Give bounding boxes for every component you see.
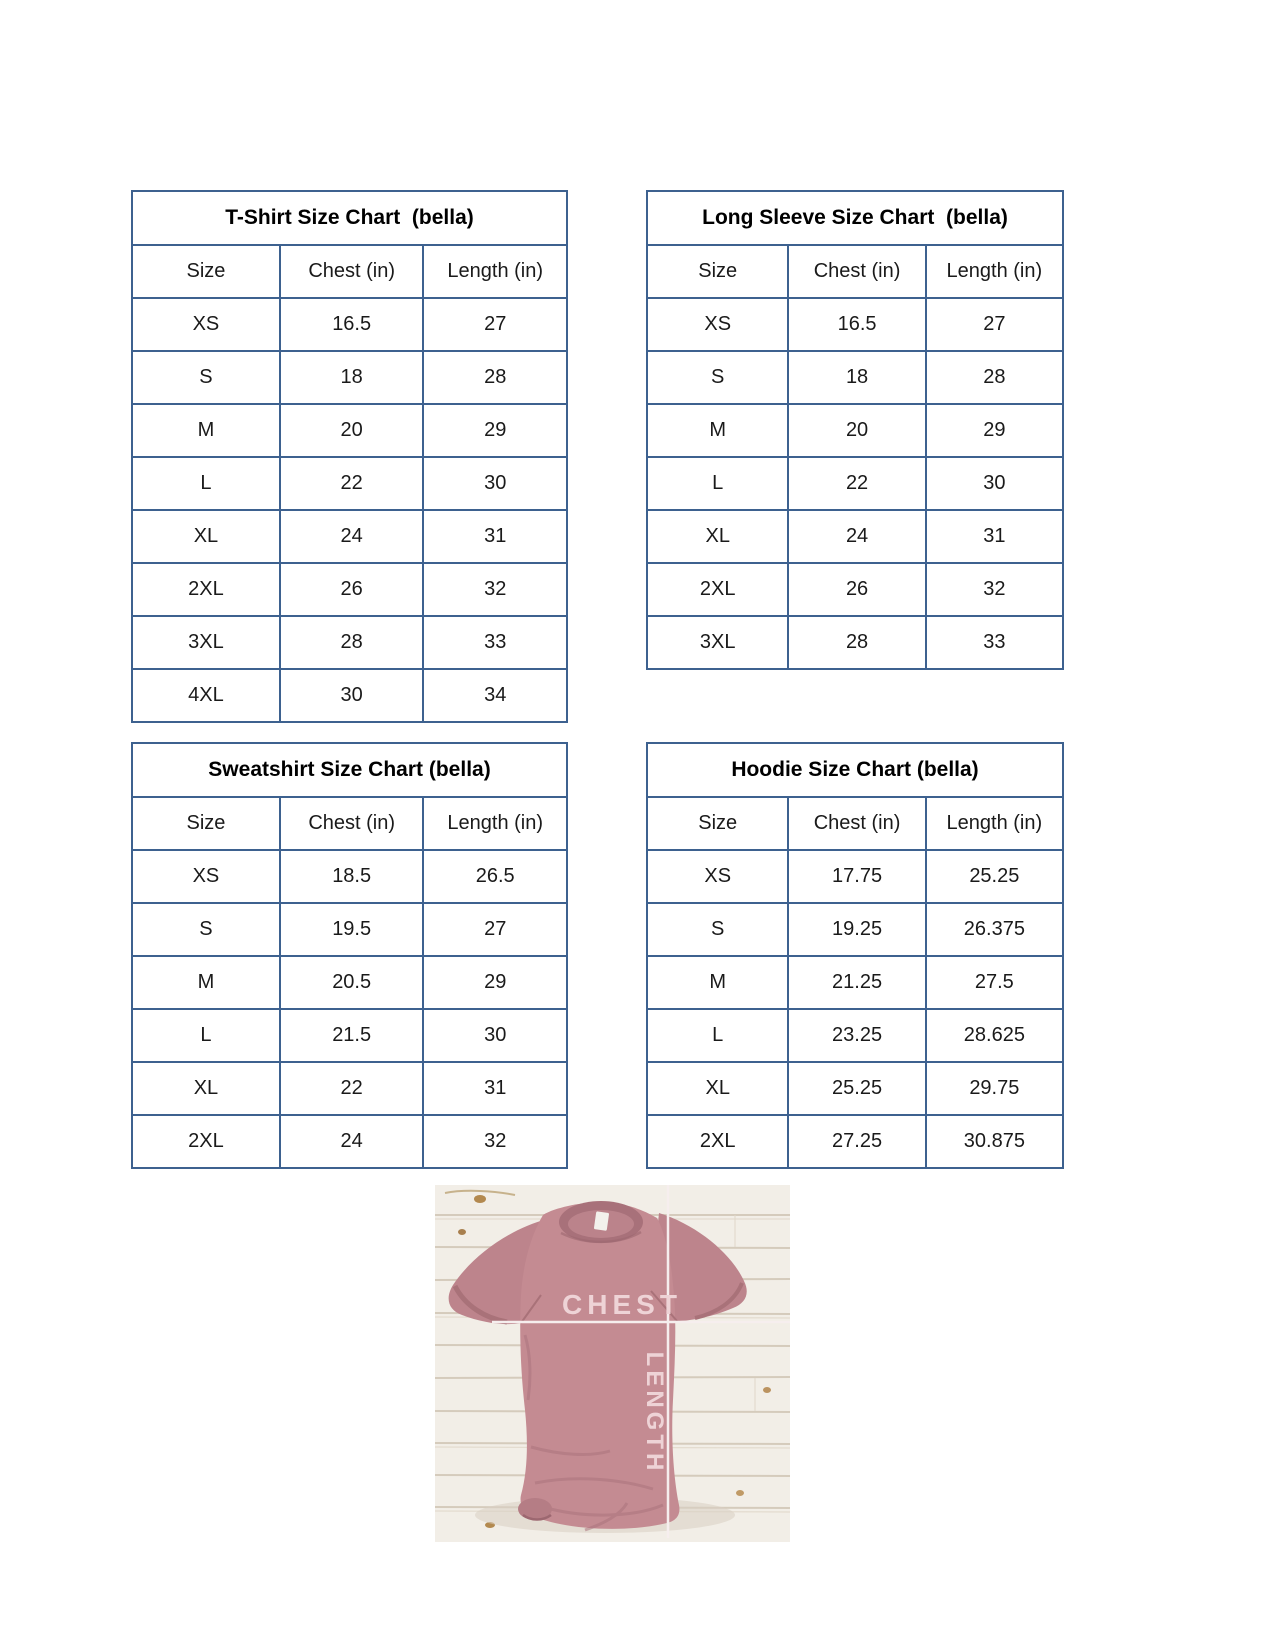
length-cell: 29 [423, 956, 567, 1009]
length-cell: 31 [423, 510, 567, 563]
table-header-row [132, 245, 567, 298]
size-cell: L [647, 1009, 788, 1062]
length-cell: 32 [423, 563, 567, 616]
column-header: Chest (in) [280, 245, 424, 298]
length-cell: 32 [926, 563, 1063, 616]
column-header: Chest (in) [788, 797, 925, 850]
length-cell: 30 [423, 1009, 567, 1062]
column-header: Size [132, 797, 280, 850]
chest-cell: 21.5 [280, 1009, 424, 1062]
size-row [132, 1009, 567, 1062]
size-row [132, 956, 567, 1009]
size-row [132, 563, 567, 616]
table-title: T-Shirt Size Chart (bella) [132, 191, 567, 245]
size-cell: 3XL [132, 616, 280, 669]
size-row [647, 616, 1063, 669]
size-row [647, 298, 1063, 351]
chest-cell: 26 [788, 563, 925, 616]
table-title-row [132, 191, 567, 245]
chest-cell: 26 [280, 563, 424, 616]
chest-cell: 18 [788, 351, 925, 404]
size-row [647, 404, 1063, 457]
size-row [132, 669, 567, 722]
size-cell: L [132, 1009, 280, 1062]
chest-cell: 19.5 [280, 903, 424, 956]
size-cell: 2XL [647, 1115, 788, 1168]
size-row [132, 1062, 567, 1115]
size-cell: L [132, 457, 280, 510]
length-label: LENGTH [641, 1351, 668, 1475]
chest-cell: 17.75 [788, 850, 925, 903]
size-cell: XS [132, 298, 280, 351]
shirt-measurement-illustration [435, 1185, 790, 1542]
length-cell: 27.5 [926, 956, 1063, 1009]
size-row [647, 563, 1063, 616]
length-cell: 29 [423, 404, 567, 457]
size-cell: M [647, 956, 788, 1009]
size-row [132, 903, 567, 956]
size-cell: XL [647, 510, 788, 563]
length-cell: 27 [423, 298, 567, 351]
length-cell: 26.5 [423, 850, 567, 903]
column-header: Chest (in) [788, 245, 925, 298]
table-header-row [647, 797, 1063, 850]
table-title: Long Sleeve Size Chart (bella) [647, 191, 1063, 245]
length-cell: 27 [423, 903, 567, 956]
column-header: Length (in) [926, 797, 1063, 850]
size-cell: XS [647, 850, 788, 903]
size-row [647, 956, 1063, 1009]
size-row [132, 457, 567, 510]
length-cell: 31 [926, 510, 1063, 563]
length-cell: 28 [423, 351, 567, 404]
size-cell: XL [132, 510, 280, 563]
size-cell: 3XL [647, 616, 788, 669]
column-header: Length (in) [926, 245, 1063, 298]
column-header: Size [132, 245, 280, 298]
hoodie-size-table [646, 742, 1064, 1169]
chest-cell: 22 [788, 457, 925, 510]
table-title-row [647, 191, 1063, 245]
length-cell: 33 [926, 616, 1063, 669]
size-cell: XS [647, 298, 788, 351]
size-row [647, 1115, 1063, 1168]
size-cell: L [647, 457, 788, 510]
size-row [647, 850, 1063, 903]
size-cell: XL [132, 1062, 280, 1115]
size-row [132, 298, 567, 351]
size-row [647, 510, 1063, 563]
length-cell: 29 [926, 404, 1063, 457]
size-cell: 2XL [132, 1115, 280, 1168]
column-header: Size [647, 245, 788, 298]
chest-cell: 30 [280, 669, 424, 722]
tshirt-size-table [131, 190, 568, 723]
table-title-row [132, 743, 567, 797]
size-row [132, 351, 567, 404]
length-cell: 25.25 [926, 850, 1063, 903]
length-cell: 29.75 [926, 1062, 1063, 1115]
length-cell: 30 [423, 457, 567, 510]
length-cell: 28.625 [926, 1009, 1063, 1062]
size-row [647, 457, 1063, 510]
table-title: Hoodie Size Chart (bella) [647, 743, 1063, 797]
size-row [647, 1062, 1063, 1115]
length-cell: 30.875 [926, 1115, 1063, 1168]
size-row [647, 903, 1063, 956]
size-cell: 2XL [132, 563, 280, 616]
size-row [132, 850, 567, 903]
size-cell: S [647, 351, 788, 404]
chest-cell: 20.5 [280, 956, 424, 1009]
chest-cell: 24 [788, 510, 925, 563]
length-cell: 26.375 [926, 903, 1063, 956]
chest-label: CHEST [562, 1289, 682, 1320]
size-cell: S [647, 903, 788, 956]
chest-cell: 24 [280, 1115, 424, 1168]
column-header: Length (in) [423, 245, 567, 298]
size-row [647, 1009, 1063, 1062]
chest-cell: 16.5 [788, 298, 925, 351]
table-title: Sweatshirt Size Chart (bella) [132, 743, 567, 797]
table-header-row [647, 245, 1063, 298]
size-cell: XS [132, 850, 280, 903]
length-cell: 30 [926, 457, 1063, 510]
chest-cell: 16.5 [280, 298, 424, 351]
size-cell: 2XL [647, 563, 788, 616]
chest-cell: 20 [280, 404, 424, 457]
column-header: Length (in) [423, 797, 567, 850]
length-cell: 28 [926, 351, 1063, 404]
size-cell: S [132, 351, 280, 404]
size-cell: M [132, 956, 280, 1009]
length-cell: 27 [926, 298, 1063, 351]
chest-cell: 27.25 [788, 1115, 925, 1168]
chest-cell: 24 [280, 510, 424, 563]
chest-cell: 22 [280, 457, 424, 510]
size-row [132, 510, 567, 563]
chest-cell: 18 [280, 351, 424, 404]
size-cell: S [132, 903, 280, 956]
chest-cell: 25.25 [788, 1062, 925, 1115]
neck-label [594, 1211, 609, 1231]
size-cell: M [132, 404, 280, 457]
size-row [132, 616, 567, 669]
size-cell: M [647, 404, 788, 457]
length-cell: 34 [423, 669, 567, 722]
longsleeve-size-table [646, 190, 1064, 670]
size-cell: XL [647, 1062, 788, 1115]
length-cell: 33 [423, 616, 567, 669]
size-row [132, 1115, 567, 1168]
chest-cell: 22 [280, 1062, 424, 1115]
chest-cell: 18.5 [280, 850, 424, 903]
table-title-row [647, 743, 1063, 797]
chest-cell: 23.25 [788, 1009, 925, 1062]
length-cell: 31 [423, 1062, 567, 1115]
sweatshirt-size-table [131, 742, 568, 1169]
chest-cell: 28 [788, 616, 925, 669]
table-header-row [132, 797, 567, 850]
size-row [647, 351, 1063, 404]
chest-cell: 21.25 [788, 956, 925, 1009]
length-cell: 32 [423, 1115, 567, 1168]
chest-cell: 28 [280, 616, 424, 669]
size-cell: 4XL [132, 669, 280, 722]
column-header: Size [647, 797, 788, 850]
chest-cell: 19.25 [788, 903, 925, 956]
shirt-measurement-photo [435, 1185, 790, 1542]
size-row [132, 404, 567, 457]
column-header: Chest (in) [280, 797, 424, 850]
chest-cell: 20 [788, 404, 925, 457]
